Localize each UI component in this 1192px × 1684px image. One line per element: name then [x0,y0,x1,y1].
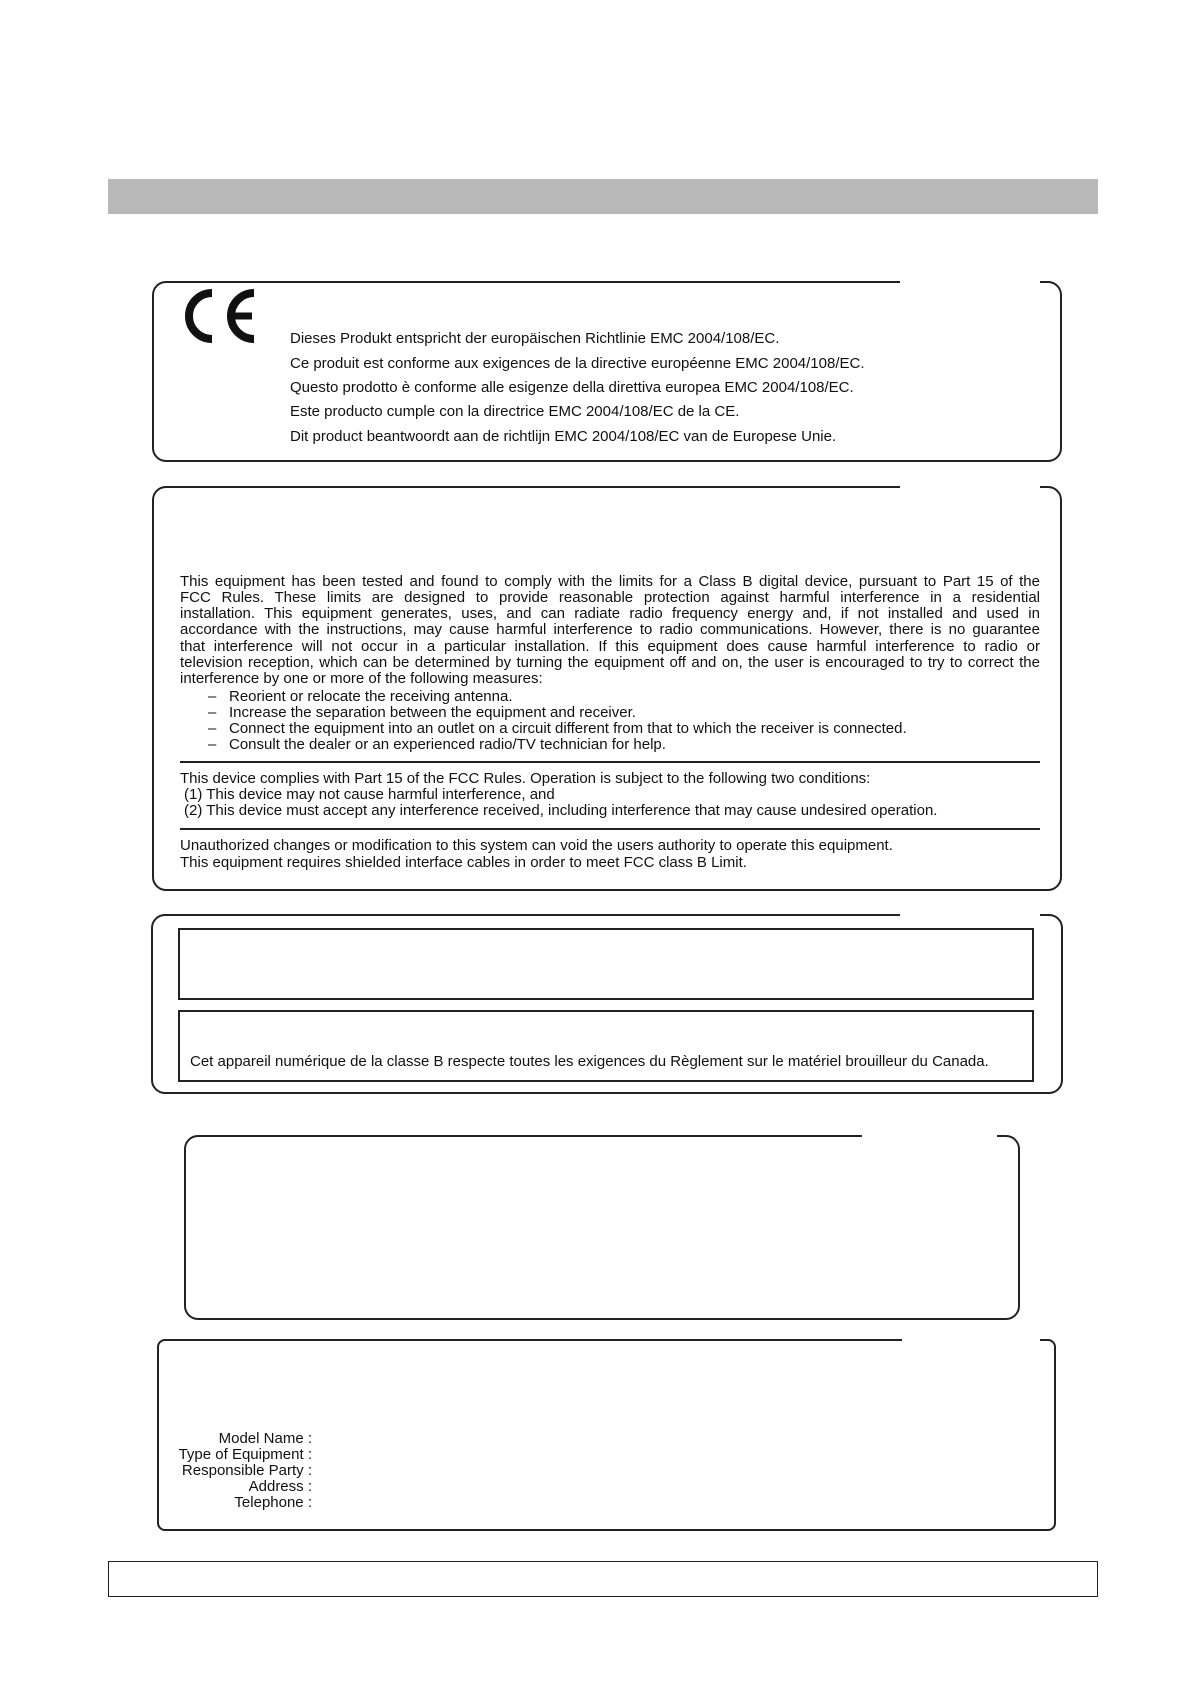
box-title-gap [862,1133,997,1139]
list-item: Reorient or relocate the receiving antenna. [229,688,513,705]
fcc-paragraph-line: accordance with the instructions, may cause harmful interference to radio communications. However, there is no guarantee [180,621,1040,638]
canada-french-statement: Cet appareil numérique de la classe B respecte toutes les exigences du Règlement sur le matériel brouilleur du Canada. [190,1053,989,1070]
fcc-note-cables: This equipment requires shielded interface cables in order to meet FCC class B Limit. [180,854,747,871]
ce-statement-de: Dieses Produkt entspricht der europäischen Richtlinie EMC 2004/108/EC. [290,330,780,347]
fcc-paragraph-line: interference by one or more of the following measures: [180,670,543,687]
box-title-gap [902,1337,1040,1343]
blank-notice-box [184,1135,1020,1320]
divider [180,828,1040,830]
address-label: Address : [248,1478,312,1495]
ce-statement-es: Este producto cumple con la directrice EMC 2004/108/EC de la CE. [290,403,740,420]
canada-english-box [178,928,1034,1000]
fcc-note-modification: Unauthorized changes or modification to this system can void the users authority to operate this equipment. [180,837,893,854]
footer-box [108,1561,1098,1597]
responsible-party-label: Responsible Party : [181,1462,312,1479]
list-dash: – [208,720,217,737]
fcc-condition-2: (2) This device must accept any interference received, including interference that may cause undesired operation. [184,802,938,819]
list-dash: – [208,736,217,753]
ce-statement-nl: Dit product beantwoordt aan de richtlijn EMC 2004/108/EC van de Europese Unie. [290,428,837,445]
fcc-condition-1: (1) This device may not cause harmful interference, and [184,786,555,803]
equipment-type-label: Type of Equipment : [178,1446,312,1463]
fcc-paragraph-line: television reception, which can be determined by turning the equipment off and on, the user is encouraged to try to correct the [180,654,1040,671]
box-title-gap [900,279,1040,285]
list-item: Consult the dealer or an experienced radio/TV technician for help. [229,736,666,753]
list-item: Connect the equipment into an outlet on a circuit different from that to which the receiver is connected. [229,720,907,737]
ce-mark-icon [178,287,258,345]
divider [180,761,1040,763]
ce-statement-it: Questo prodotto è conforme alle esigenze della direttiva europea EMC 2004/108/EC. [290,379,854,396]
telephone-label: Telephone : [234,1494,312,1511]
list-dash: – [208,688,217,705]
model-name-label: Model Name : [218,1430,312,1447]
ce-statement-fr: Ce produit est conforme aux exigences de la directive européenne EMC 2004/108/EC. [290,355,865,372]
fcc-paragraph-line: installation. This equipment generates, uses, and can radiate radio frequency energy and, if not installed and used in [180,605,1040,622]
fcc-paragraph-line: FCC Rules. These limits are designed to provide reasonable protection against harmful interference in a residential [180,589,1040,606]
section-header-bar [108,179,1098,214]
fcc-paragraph-line: This equipment has been tested and found to comply with the limits for a Class B digital device, pursuant to Part 15 of the [180,573,1040,590]
canada-french-box [178,1010,1034,1082]
box-title-gap [900,912,1040,918]
box-title-gap [900,484,1040,490]
fcc-paragraph-line: that interference will not occur in a particular installation. If this equipment does cause harmful interference to radio or [180,638,1040,655]
list-item: Increase the separation between the equipment and receiver. [229,704,636,721]
list-dash: – [208,704,217,721]
fcc-conditions-intro: This device complies with Part 15 of the FCC Rules. Operation is subject to the following two conditions: [180,770,871,787]
